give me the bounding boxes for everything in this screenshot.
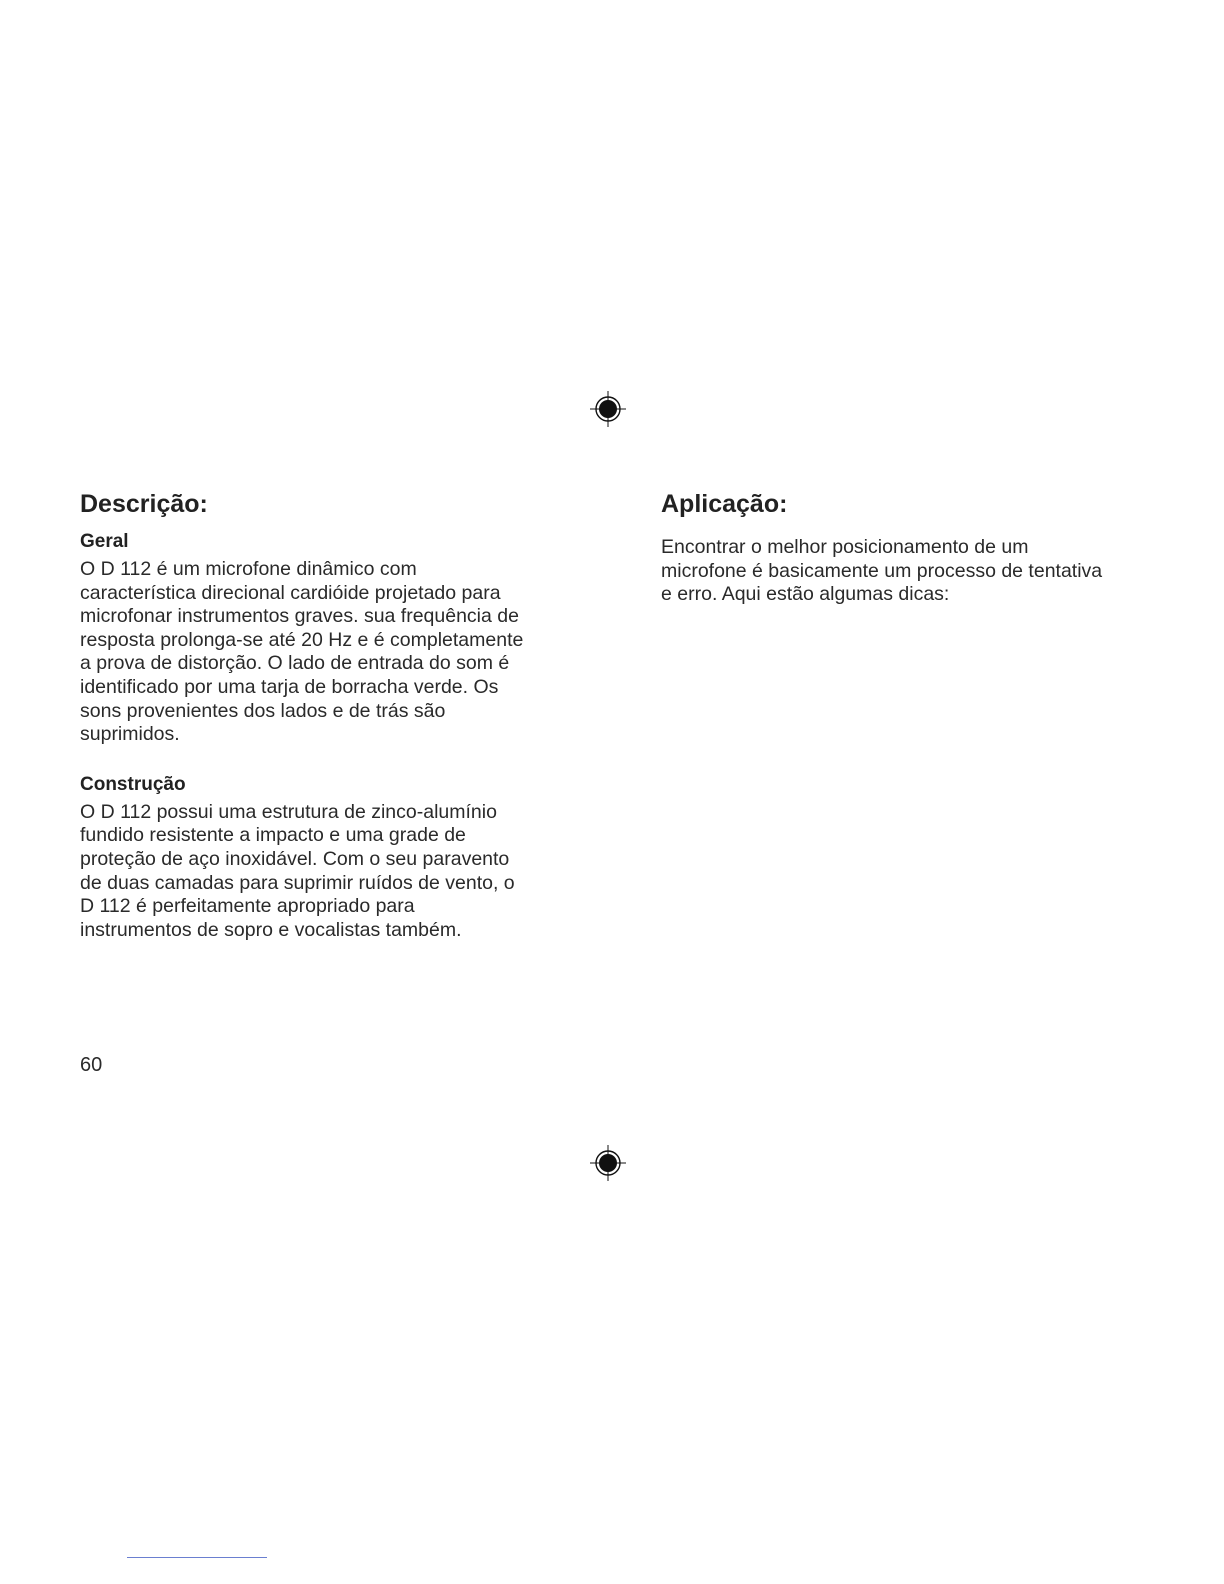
section-spacer <box>80 747 580 773</box>
construcao-heading: Construção <box>80 773 186 795</box>
geral-heading: Geral <box>80 531 129 552</box>
footer-rule <box>127 1557 267 1558</box>
aplicacao-title: Aplicação: <box>661 490 788 518</box>
right-column <box>661 488 1161 607</box>
page-number: 60 <box>80 1054 103 1076</box>
construcao-paragraph: O D 112 possui uma estrutura de zinco-alumínio fundido resistente a impacto e uma grade de proteção de aço inoxidável. Com o seu paravento de duas camadas para suprimir ruídos de vento, o D 112 é perfeitamente apropriado para instrumentos de sopro e vocalistas também. <box>80 800 515 941</box>
aplicacao-paragraph: Encontrar o melhor posicionamento de um microfone é basicamente um processo de tentativa e erro. Aqui estão algumas dicas: <box>661 536 1103 606</box>
descricao-title: Descrição: <box>80 490 208 518</box>
registration-mark-bottom-icon <box>590 1145 626 1181</box>
registration-mark-top-icon <box>590 391 626 427</box>
left-column <box>80 488 580 942</box>
geral-paragraph: O D 112 é um microfone dinâmico com característica direcional cardióide projetado para microfonar instrumentos graves. sua frequência de resposta prolonga-se até 20 Hz e é completamente a prova de distorção. O lado de entrada do som é identificado por uma tarja de borracha verde. Os sons provenientes dos lados e de trás são suprimidos. <box>80 558 524 746</box>
